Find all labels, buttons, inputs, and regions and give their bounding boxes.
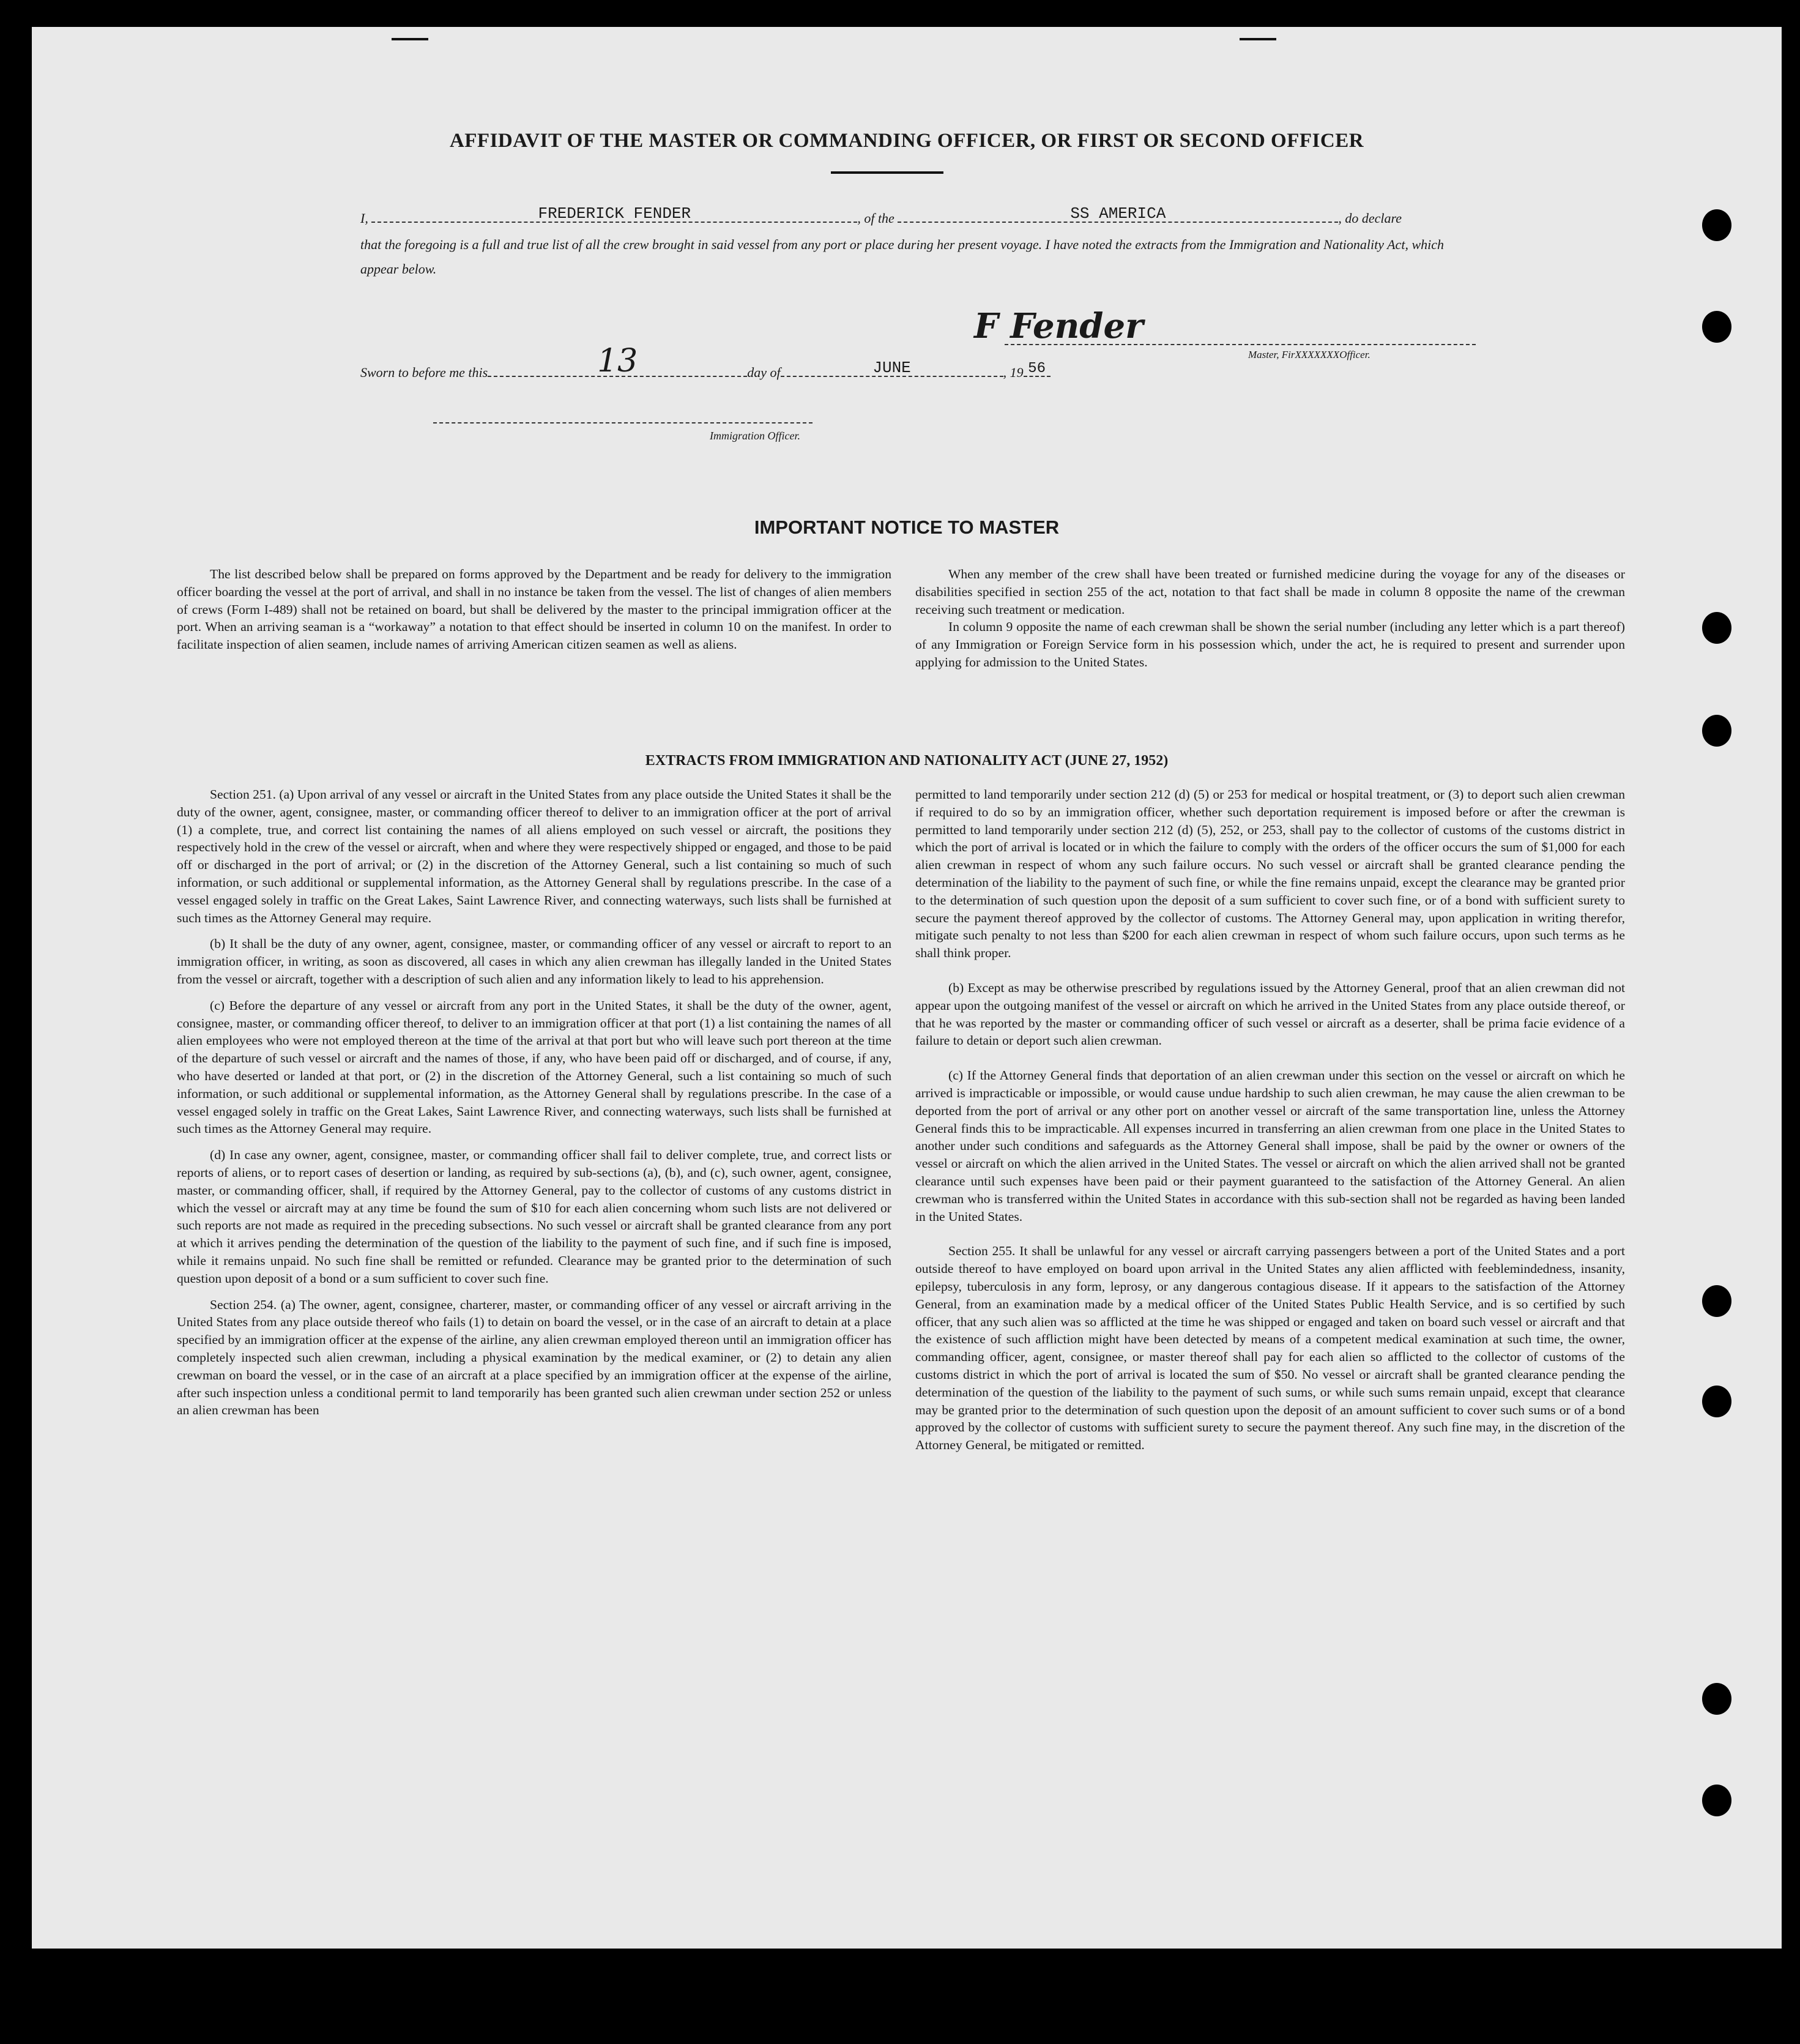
title-rule bbox=[831, 171, 943, 174]
notice-paragraph: When any member of the crew shall have been treated or furnished medicine during the voyage for any of the diseases or disabilities specified in section 255 of the act, notation to that fact shall be made in column 8 opposite the name of the crewman receiving such treatment or medication. bbox=[915, 567, 1625, 617]
sworn-day: 13 bbox=[597, 343, 638, 379]
name-field bbox=[371, 204, 857, 223]
scan-artifact bbox=[1240, 38, 1276, 40]
master-name: FREDERICK FENDER bbox=[538, 204, 691, 223]
binder-hole bbox=[1702, 612, 1731, 644]
binder-hole bbox=[1702, 1386, 1731, 1417]
sworn-month: JUNE bbox=[872, 359, 911, 377]
declaration-line bbox=[360, 204, 1402, 226]
binder-hole bbox=[1702, 209, 1731, 241]
sworn-line bbox=[360, 343, 1051, 381]
section-251a: Section 251. (a) Upon arrival of any vessel or aircraft in the United States from any place outside the United States it shall be the duty of the owner, agent, consignee, master, or commanding officer thereof to deliver to an immigration officer at the port of arrival (1) a complete, true, and correct list containing the names of all aliens employed on such vessel or aircraft, the positions they respectively hold in the crew of the vessel or aircraft, when and where they were respectively shipped or engaged, and those to be paid off or discharged in the port of arrival; or (2) in the discretion of the Attorney General, such a list containing so much of such information, or such additional or supplemental information, as the Attorney General shall by regulations prescribe. In the case of a vessel engaged solely in traffic on the Great Lakes, Saint Lawrence River, and connecting waterways, such lists shall be furnished at such times as the Attorney General may require. bbox=[177, 787, 891, 925]
vessel-name: SS AMERICA bbox=[1070, 204, 1166, 223]
section-254a-continued: permitted to land temporarily under section 212 (d) (5) or 253 for medical or hospital treatment, or (3) to deport such alien crewman if required to do so by an immigration officer, whether such deportation requirement is imposed before or after the crewman is permitted to land temporarily under section 212 (d) (5), 252, or 253, shall pay to the collector of customs of the customs district in which the port of arrival is located or in which the failure to comply with the orders of the officer occurs the sum of $1,000 for each alien crewman in respect of whom any such failure occurs. No such vessel or aircraft shall be granted clearance pending the determination of the liability to the payment of such fine, or while the fine remains unpaid, except the clearance may be granted prior to the determination of such question upon the deposit of a sum sufficient to cover such fine, or of a bond with sufficient surety to secure the payment thereof approved by the collector of customs. The Attorney General may, upon application in writing therefor, mitigate such penalty to not less than $200 for each alien crewman in respect of whom such failure occurs, upon such terms as he shall think proper. bbox=[915, 787, 1625, 961]
scan-artifact bbox=[392, 38, 428, 40]
sworn-year: 56 bbox=[1028, 360, 1046, 377]
immigration-officer-label: Immigration Officer. bbox=[710, 430, 800, 442]
binder-hole bbox=[1702, 1285, 1731, 1317]
do-declare-label: , do declare bbox=[1338, 211, 1402, 226]
section-254a: Section 254. (a) The owner, agent, consignee, charterer, master, or commanding officer of any vessel or aircraft arriving in the United States from any place outside thereof who fails (1) to detain on board the vessel, or in the case of an aircraft to detain at a place specified by an immigration officer at the expense of the airline, any alien crewman employed thereon until an immigration officer has completely inspected such alien crewman, including a physical examination by the medical examiner, or (2) to detain any alien crewman on board the vessel, or in the case of an aircraft at a place specified by an immigration officer at the expense of the airline, after such inspection unless a conditional permit to land temporarily has been granted such alien crewman under section 252 or unless an alien crewman has been bbox=[177, 1297, 891, 1418]
extracts-right-column bbox=[915, 786, 1625, 1454]
section-254b: (b) Except as may be otherwise prescribed by regulations issued by the Attorney General, proof that an alien crewman did not appear upon the outgoing manifest of the vessel or aircraft on which he arrived in the United States from any place outside thereof, or that he was reported by the master or commanding officer of such vessel or aircraft as a deserter, shall be prima facie evidence of a failure to detain or deport such alien crewman. bbox=[915, 980, 1625, 1048]
year-field bbox=[1024, 362, 1051, 377]
declaration-prefix: I, bbox=[360, 211, 368, 226]
binder-hole bbox=[1702, 715, 1731, 747]
notice-right-column bbox=[915, 565, 1625, 671]
binder-hole bbox=[1702, 1683, 1731, 1715]
extracts-left-column bbox=[177, 786, 891, 1419]
immigration-officer-line bbox=[433, 422, 813, 423]
signer-role-label: Master, FirXXXXXXXOfficer. bbox=[1248, 349, 1370, 360]
day-of-label: day of bbox=[747, 365, 781, 380]
extracts-title: EXTRACTS FROM IMMIGRATION AND NATIONALITY ACT (JUNE 27, 1952) bbox=[645, 753, 1169, 769]
day-field bbox=[488, 343, 747, 379]
declaration-text: that the foregoing is a full and true list of all the crew brought in said vessel from any port or place during her present voyage. I have noted the extracts from the Immigration and Nationality Act, which appear below. bbox=[360, 237, 1444, 277]
notice-left-column bbox=[177, 565, 891, 654]
notice-title: IMPORTANT NOTICE TO MASTER bbox=[754, 517, 1060, 538]
document-page bbox=[32, 27, 1782, 1949]
section-251c: (c) Before the departure of any vessel or aircraft from any port in the United States, it shall be the duty of the owner, agent, consignee, master, or commanding officer thereof, to deliver to an immigration officer at that port (1) a list containing the names of all alien employees who were not employed thereon at the time of the arrival at that port but who will leave such port thereon at the time of the departure of such vessel or aircraft and the names of those, if any, who have been paid off or discharged, and of course, if any, who have deserted or landed at that port, or (2) in the discretion of the Attorney General, such a list containing so much of such information, or such additional or supplemental information, as the Attorney General shall by regulations prescribe. In the case of a vessel engaged solely in traffic on the Great Lakes, Saint Lawrence River, and connecting waterways, such lists shall be furnished at such times as the Attorney General may require. bbox=[177, 998, 891, 1136]
section-254c: (c) If the Attorney General finds that deportation of an alien crewman under this section on the vessel or aircraft on which he arrived is impracticable or impossible, or would cause undue hardship to such alien crewman, he may cause the alien crewman to be deported from the port of arrival or any other port on another vessel or aircraft of the same transportation line, unless the Attorney General finds this to be impracticable. All expenses incurred in transferring an alien crewman from one place in the United States to another under such conditions and safeguards as the Attorney General shall impose, shall be paid by the owner or owners of the vessel or aircraft on which the alien arrived in the United States. The vessel or aircraft on which the alien arrived shall not be granted clearance until such expenses have been paid or their payment guaranteed to the satisfaction of the Attorney General. An alien crewman who is transferred within the United States in accordance with this sub-section shall not be regarded as having been landed in the United States. bbox=[915, 1068, 1625, 1224]
signature-line bbox=[1005, 344, 1476, 345]
binder-hole bbox=[1702, 311, 1731, 343]
notice-paragraph: In column 9 opposite the name of each crewman shall be shown the serial number (including any letter which is a part thereof) of any Immigration or Foreign Service form in his possession which, under the act, he is required to present and surrender upon applying for admission to the United States. bbox=[915, 619, 1625, 670]
master-signature: F Fender bbox=[974, 306, 1144, 346]
vessel-field bbox=[898, 204, 1338, 223]
section-255: Section 255. It shall be unlawful for any vessel or aircraft carrying passengers between a port of the United States and a port outside thereof to have employed on board upon arrival in the United States any alien afflicted with feeblemindedness, insanity, epilepsy, tuberculosis in any form, leprosy, or any dangerous contagious disease. If it appears to the satisfaction of the Attorney General, from an examination made by a medical officer of the United States Public Health Service, and is so certified by such officer, that any such alien was so afflicted at the time he was shipped or engaged and taken on board such vessel or aircraft and that the existence of such affliction might have been detected by means of a competent medical examination at such time, the owner, commanding officer, agent, consignee, or master thereof shall pay for each alien so afflicted to the collector of customs of the customs district in which the port of arrival is located the sum of $50. No vessel or aircraft shall be granted clearance pending the determination of the question of the liability to the payment of such sums, or while such sums remain unpaid, except that clearance may be granted prior to the determination of such question upon the deposit of an amount sufficient to cover such sums or of a bond approved by the collector of customs with sufficient surety to secure the payment thereof. Any such fine may, in the discretion of the Attorney General, be mitigated or remitted. bbox=[915, 1244, 1625, 1453]
section-251b: (b) It shall be the duty of any owner, agent, consignee, master, or commanding officer of any vessel or aircraft to report to an immigration officer, in writing, as soon as discovered, all cases in which any alien crewman has illegally landed in the United States from the vessel or aircraft, together with a description of such alien and any information likely to lead to his apprehension. bbox=[177, 936, 891, 987]
notice-paragraph: The list described below shall be prepared on forms approved by the Department and be ready for delivery to the immigration officer boarding the vessel at the port of arrival, and shall in no instance be taken from the vessel. The list of changes of alien members of crews (Form I-489) shall not be retained on board, but shall be delivered by the master to the principal immigration officer at the port. When an arriving seaman is a “workaway” a notation to that effect should be inserted in column 10 on the manifest. In order to facilitate inspection of alien seamen, include names of arriving American citizen seamen as well as aliens. bbox=[177, 567, 891, 652]
month-field bbox=[781, 359, 1003, 377]
year-prefix: , 19 bbox=[1003, 365, 1024, 380]
section-251d: (d) In case any owner, agent, consignee, master, or commanding officer shall fail to deliver complete, true, and correct lists or reports of aliens, or to report cases of desertion or landing, as required by sub-sections (a), (b), and (c), such owner, agent, consignee, master, or commanding officer, shall, if required by the Attorney General, pay to the collector of customs of any customs district in which the vessel or aircraft may at any time be found the sum of $10 for each alien concerning whom such lists are not delivered or such reports are not made as required in the preceding subsections. No such vessel or aircraft shall be granted clearance from any port at which it arrives pending the determination of the question of the liability to the payment of such fine, and if such fine is imposed, while it remains unpaid. No such fine shall be remitted or refunded. Clearance may be granted prior to the determination of such question upon deposit of a bond or a sum sufficient to cover such fine. bbox=[177, 1147, 891, 1286]
affidavit-title: AFFIDAVIT OF THE MASTER OR COMMANDING OFFICER, OR FIRST OR SECOND OFFICER bbox=[449, 130, 1364, 152]
of-the-label: , of the bbox=[857, 211, 894, 226]
binder-hole bbox=[1702, 1785, 1731, 1816]
sworn-prefix: Sworn to before me this bbox=[360, 365, 488, 380]
